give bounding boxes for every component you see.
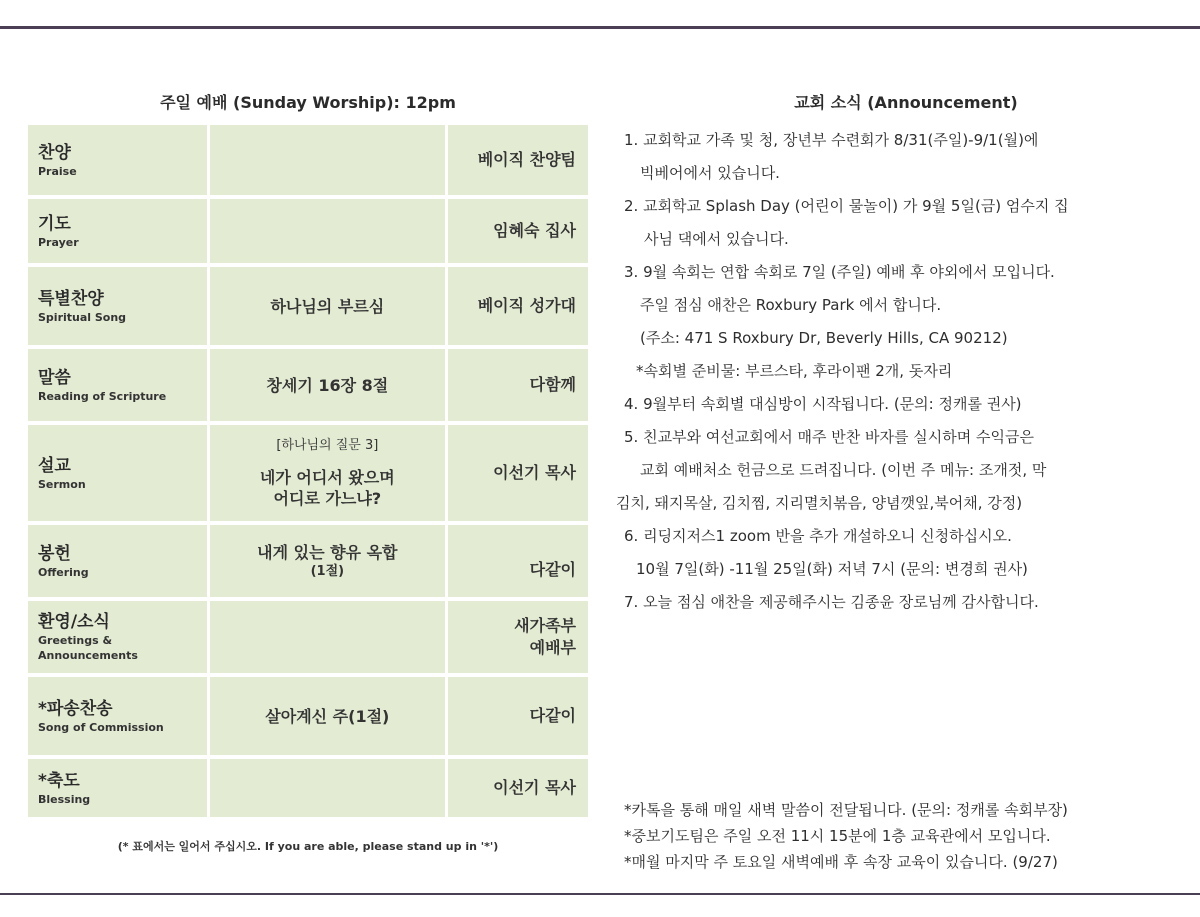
table-row — [28, 349, 588, 421]
row-ko-label: *파송찬송 — [38, 698, 113, 719]
sermon-series: [하나님의 질문 3] — [276, 438, 379, 453]
row-leader: 베이직 성가대 — [477, 296, 576, 315]
row-leader: 이선기 목사 — [493, 778, 576, 797]
sermon-title-line1: 네가 어디서 왔으며 — [259, 468, 395, 487]
row-en-label: Prayer — [38, 235, 79, 249]
announcement-line: 10월 7일(화) -11월 25일(화) 저녁 7시 (문의: 변경희 권사) — [636, 560, 1028, 578]
announcement-line: 주일 점심 애찬은 Roxbury Park 에서 합니다. — [640, 296, 942, 314]
table-row — [28, 677, 588, 755]
row-content: 살아계신 주(1절) — [265, 706, 390, 726]
row-en-label: Song of Commission — [38, 720, 164, 734]
table-row — [28, 125, 588, 195]
table-row — [28, 267, 588, 345]
announcement-line: *속회별 준비물: 부르스타, 후라이팬 2개, 돗자리 — [636, 362, 953, 380]
row-en-label: Announcements — [38, 649, 138, 662]
top-divider — [0, 26, 1200, 29]
note-line: *카톡을 통해 매일 새벽 말씀이 전달됩니다. (문의: 정캐롤 속회부장) — [624, 801, 1068, 819]
bottom-divider — [0, 893, 1200, 895]
table-row — [28, 425, 588, 521]
announcement-line: 교회 예배처소 헌금으로 드려집니다. (이번 주 메뉴: 조개젓, 막 — [640, 461, 1047, 479]
row-en-label: Blessing — [38, 792, 91, 806]
worship-title: 주일 예배 (Sunday Worship): 12pm — [160, 93, 456, 112]
worship-order-table — [28, 121, 588, 821]
additional-notes — [624, 797, 1190, 875]
row-en-label: Praise — [38, 164, 77, 178]
announcement-line: (주소: 471 S Roxbury Dr, Beverly Hills, CA 90212) — [640, 329, 1008, 347]
row-ko-label: 봉헌 — [38, 543, 71, 564]
announcement-line: 사님 댁에서 있습니다. — [644, 230, 789, 248]
row-ko-label: 말씀 — [38, 367, 71, 388]
row-ko-label: 환영/소식 — [38, 612, 110, 632]
standing-footnote: (* 표에서는 일어서 주십시오. If you are able, please stand up in '*') — [117, 840, 499, 853]
announcement-line: 빅베어에서 있습니다. — [640, 164, 780, 182]
row-ko-label: 설교 — [38, 455, 71, 476]
announcement-list — [616, 124, 1190, 619]
row-leader: 이선기 목사 — [493, 463, 576, 482]
note-line: *매월 마지막 주 토요일 새벽예배 후 속장 교육이 있습니다. (9/27) — [624, 853, 1058, 871]
table-row — [28, 525, 588, 597]
offering-verse: (1절) — [310, 563, 345, 579]
row-leader: 베이직 찬양팀 — [477, 150, 576, 169]
announcement-line: 1. 교회학교 가족 및 청, 장년부 수련회가 8/31(주일)-9/1(월)에 — [624, 131, 1039, 149]
row-en-label: Offering — [38, 565, 89, 579]
row-en-label: Greetings & — [38, 634, 113, 647]
row-leader: 다함께 — [529, 375, 576, 394]
table-row — [28, 759, 588, 817]
row-ko-label: 찬양 — [38, 142, 71, 163]
row-ko-label: 기도 — [38, 213, 71, 234]
table-row — [28, 601, 588, 673]
row-leader: 다같이 — [529, 560, 576, 579]
announcement-line: 김치, 돼지목살, 김치찜, 지리멸치볶음, 양념깻잎,북어채, 강정) — [616, 494, 1023, 512]
offering-hymn: 내게 있는 향유 옥합 — [257, 542, 398, 562]
row-ko-label: 특별찬양 — [38, 288, 104, 309]
table-row — [28, 199, 588, 263]
row-content: 하나님의 부르심 — [270, 296, 385, 316]
row-leader: 예배부 — [529, 638, 576, 657]
row-en-label: Sermon — [38, 477, 86, 491]
announcement-line: 3. 9월 속회는 연합 속회로 7일 (주일) 예배 후 야외에서 모입니다. — [624, 263, 1055, 281]
row-en-label: Reading of Scripture — [38, 389, 167, 403]
row-en-label: Spiritual Song — [38, 310, 127, 324]
announcement-line: 7. 오늘 점심 애찬을 제공해주시는 김종윤 장로님께 감사합니다. — [624, 593, 1039, 611]
note-line: *중보기도팀은 주일 오전 11시 15분에 1층 교육관에서 모입니다. — [624, 827, 1051, 845]
announcement-line: 2. 교회학교 Splash Day (어린이 물놀이) 가 9월 5일(금) 엄수지 집 — [624, 197, 1069, 215]
announcement-title: 교회 소식 (Announcement) — [794, 93, 1018, 112]
announcement-line: 4. 9월부터 속회별 대심방이 시작됩니다. (문의: 정캐롤 권사) — [624, 395, 1022, 413]
sermon-title-line2: 어디로 가느냐? — [273, 489, 382, 508]
row-content: 창세기 16장 8절 — [266, 375, 389, 395]
row-leader: 임혜숙 집사 — [493, 221, 576, 240]
announcement-line: 6. 리딩지저스1 zoom 반을 추가 개설하오니 신청하십시오. — [624, 527, 1012, 545]
row-leader: 다같이 — [529, 706, 576, 725]
announcement-line: 5. 친교부와 여선교회에서 매주 반찬 바자를 실시하며 수익금은 — [624, 428, 1034, 446]
row-leader: 새가족부 — [514, 616, 576, 635]
row-ko-label: *축도 — [38, 770, 80, 791]
